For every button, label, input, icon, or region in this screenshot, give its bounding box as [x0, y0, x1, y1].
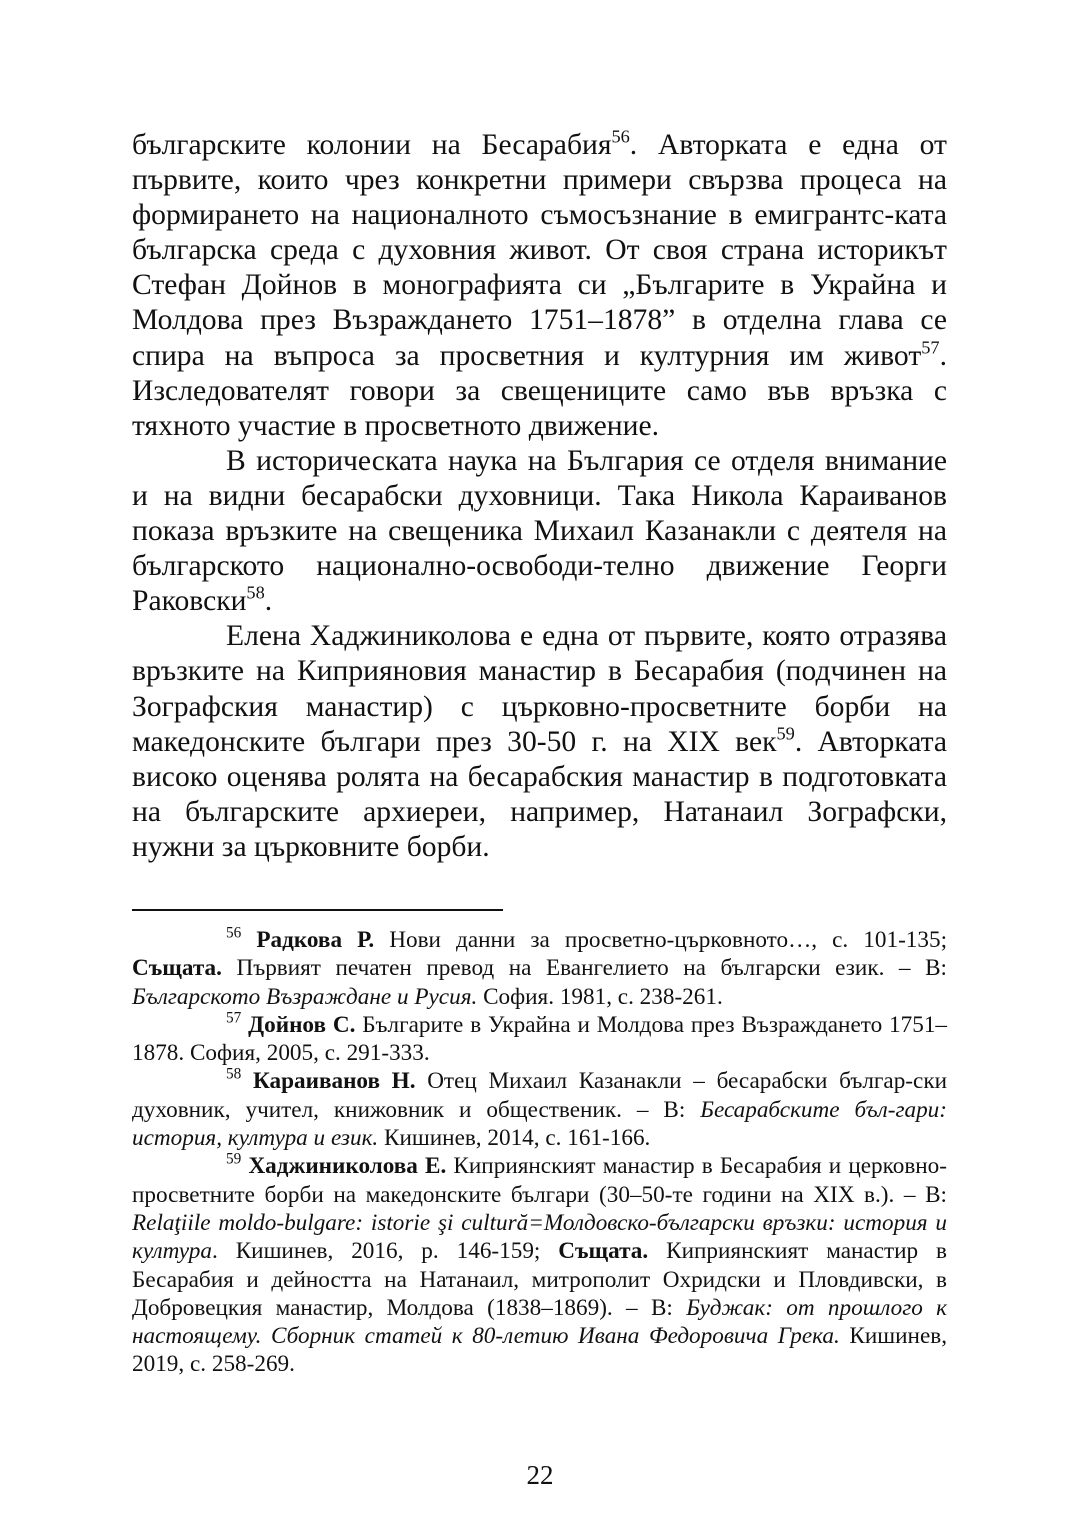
footnote-text: Кишинев, 2019, с. 258-269.: [132, 1323, 947, 1378]
footnote-author: Караиванов Н.: [253, 1068, 416, 1095]
paragraph-1: [132, 128, 947, 444]
footnote-author: Радкова Р.: [256, 927, 375, 953]
footnote-58: [132, 1067, 947, 1152]
paragraph-3: [132, 619, 947, 865]
footnote-text: Нови данни за просветно-църковното…, с. 101-135;: [374, 927, 948, 953]
footnote-56: [132, 926, 947, 1011]
footnote-number: 56: [226, 924, 242, 942]
footnote-ref-56: 56: [611, 126, 630, 147]
footnote-59: [132, 1152, 947, 1378]
footnote-57: [132, 1011, 947, 1068]
footnote-author: Хаджиниколова Е.: [248, 1153, 447, 1180]
footnote-text: София. 1981, с. 238-261.: [477, 983, 723, 1010]
paragraph-2: [132, 444, 947, 619]
paragraph-2-text-b: .: [264, 585, 273, 618]
footnote-title: Relaţiile moldo-bulgare: istorie şi cultură=Молдовско-български връзки: история и култура: [132, 1209, 947, 1265]
footnote-text: Българите в Украйна и Молдова през Възраждането 1751–1878. София, 2005, с. 291-333.: [132, 1011, 948, 1067]
main-text: [132, 128, 947, 865]
page-number: 22: [526, 1460, 554, 1490]
footnote-number: 57: [226, 1009, 242, 1027]
paragraph-1-text-c: . Изследователят говори за свещениците само във връзка с тяхното участие в просветното движение.: [132, 339, 947, 442]
paragraph-3-text-b: . Авторката високо оценява ролята на бесарабския манастир в подготовката на българските архиереи, например, Натанаил Зографски, нужни за църковните борби.: [132, 725, 947, 863]
footnote-ref-58: 58: [246, 582, 265, 603]
footnotes: [132, 926, 947, 1379]
paragraph-2-text-a: В историческата наука на България се отделя внимание и на видни бесарабски духовници. Така Никола Караиванов показа връзките на свещеника Михаил Казанакли с деятеля на българското национално-освободи-телно движение Георги Раковски: [132, 444, 947, 618]
footnote-author: Същата.: [132, 955, 222, 982]
footnote-ref-57: 57: [921, 337, 940, 358]
footnote-author: Същата.: [558, 1238, 649, 1265]
footnote-number: 58: [226, 1066, 242, 1083]
footnote-text: Киприянският манастир в Бесарабия и церковно-просветните борби на македонските българи (30–50-те години на XIX в.). – В:: [132, 1153, 948, 1208]
footnote-title: Буджак: от прошлого к настоящему. Сборник статей к 80-летию Ивана Федоровича Грека.: [132, 1294, 948, 1350]
footnote-author: Дойнов С.: [248, 1011, 356, 1038]
footnote-text: Отец Михаил Казанакли – бесарабски българ-ски духовник, учител, книжовник и общественик. – В:: [132, 1068, 947, 1123]
page: [132, 126, 948, 1378]
paragraph-3-text-a: Елена Хаджиниколова е една от първите, която отразява връзките на Киприяновия манастир в Бесарабия (подчинен на Зографския манастир) с църковно-просветните борби на македонските българи през 30-50 г. на XIX век: [132, 620, 947, 758]
footnote-title: Българското Възраждане и Русия.: [132, 983, 478, 1010]
footnote-text: Първият печатен превод на Евангелието на български език. – В:: [221, 955, 947, 982]
footnote-number: 59: [226, 1150, 242, 1168]
footnote-text: Кишинев, 2014, с. 161-166.: [378, 1125, 651, 1152]
footnote-title: Бесарабските бъл-гари: история, култура и език.: [132, 1096, 947, 1152]
paragraph-1-text-b: . Авторката е една от първите, които чрез конкретни примери свързва процеса на формирането на националното съмосъзнание в емигрантс-ката българска среда с духовния живот. От своя страна историкът Стефан Дойнов в монографията си „Българите в Украйна и Молдова през Възраждането 1751–1878” в отделна глава се спира на въпроса за просветния и културния им живот: [132, 129, 947, 372]
footnote-text: . Кишинев, 2016, p. 146-159;: [211, 1238, 559, 1265]
footnote-separator: [132, 909, 503, 911]
footnote-text: Киприянският манастир в Бесарабия и дейността на Натанаил, митрополит Охридски и Пловдивски, в Добровецкия манастир, Молдова (1838–1869). – В:: [132, 1238, 948, 1321]
paragraph-1-text-a: българските колонии на Бесарабия: [132, 129, 612, 161]
footnote-ref-59: 59: [776, 723, 795, 744]
